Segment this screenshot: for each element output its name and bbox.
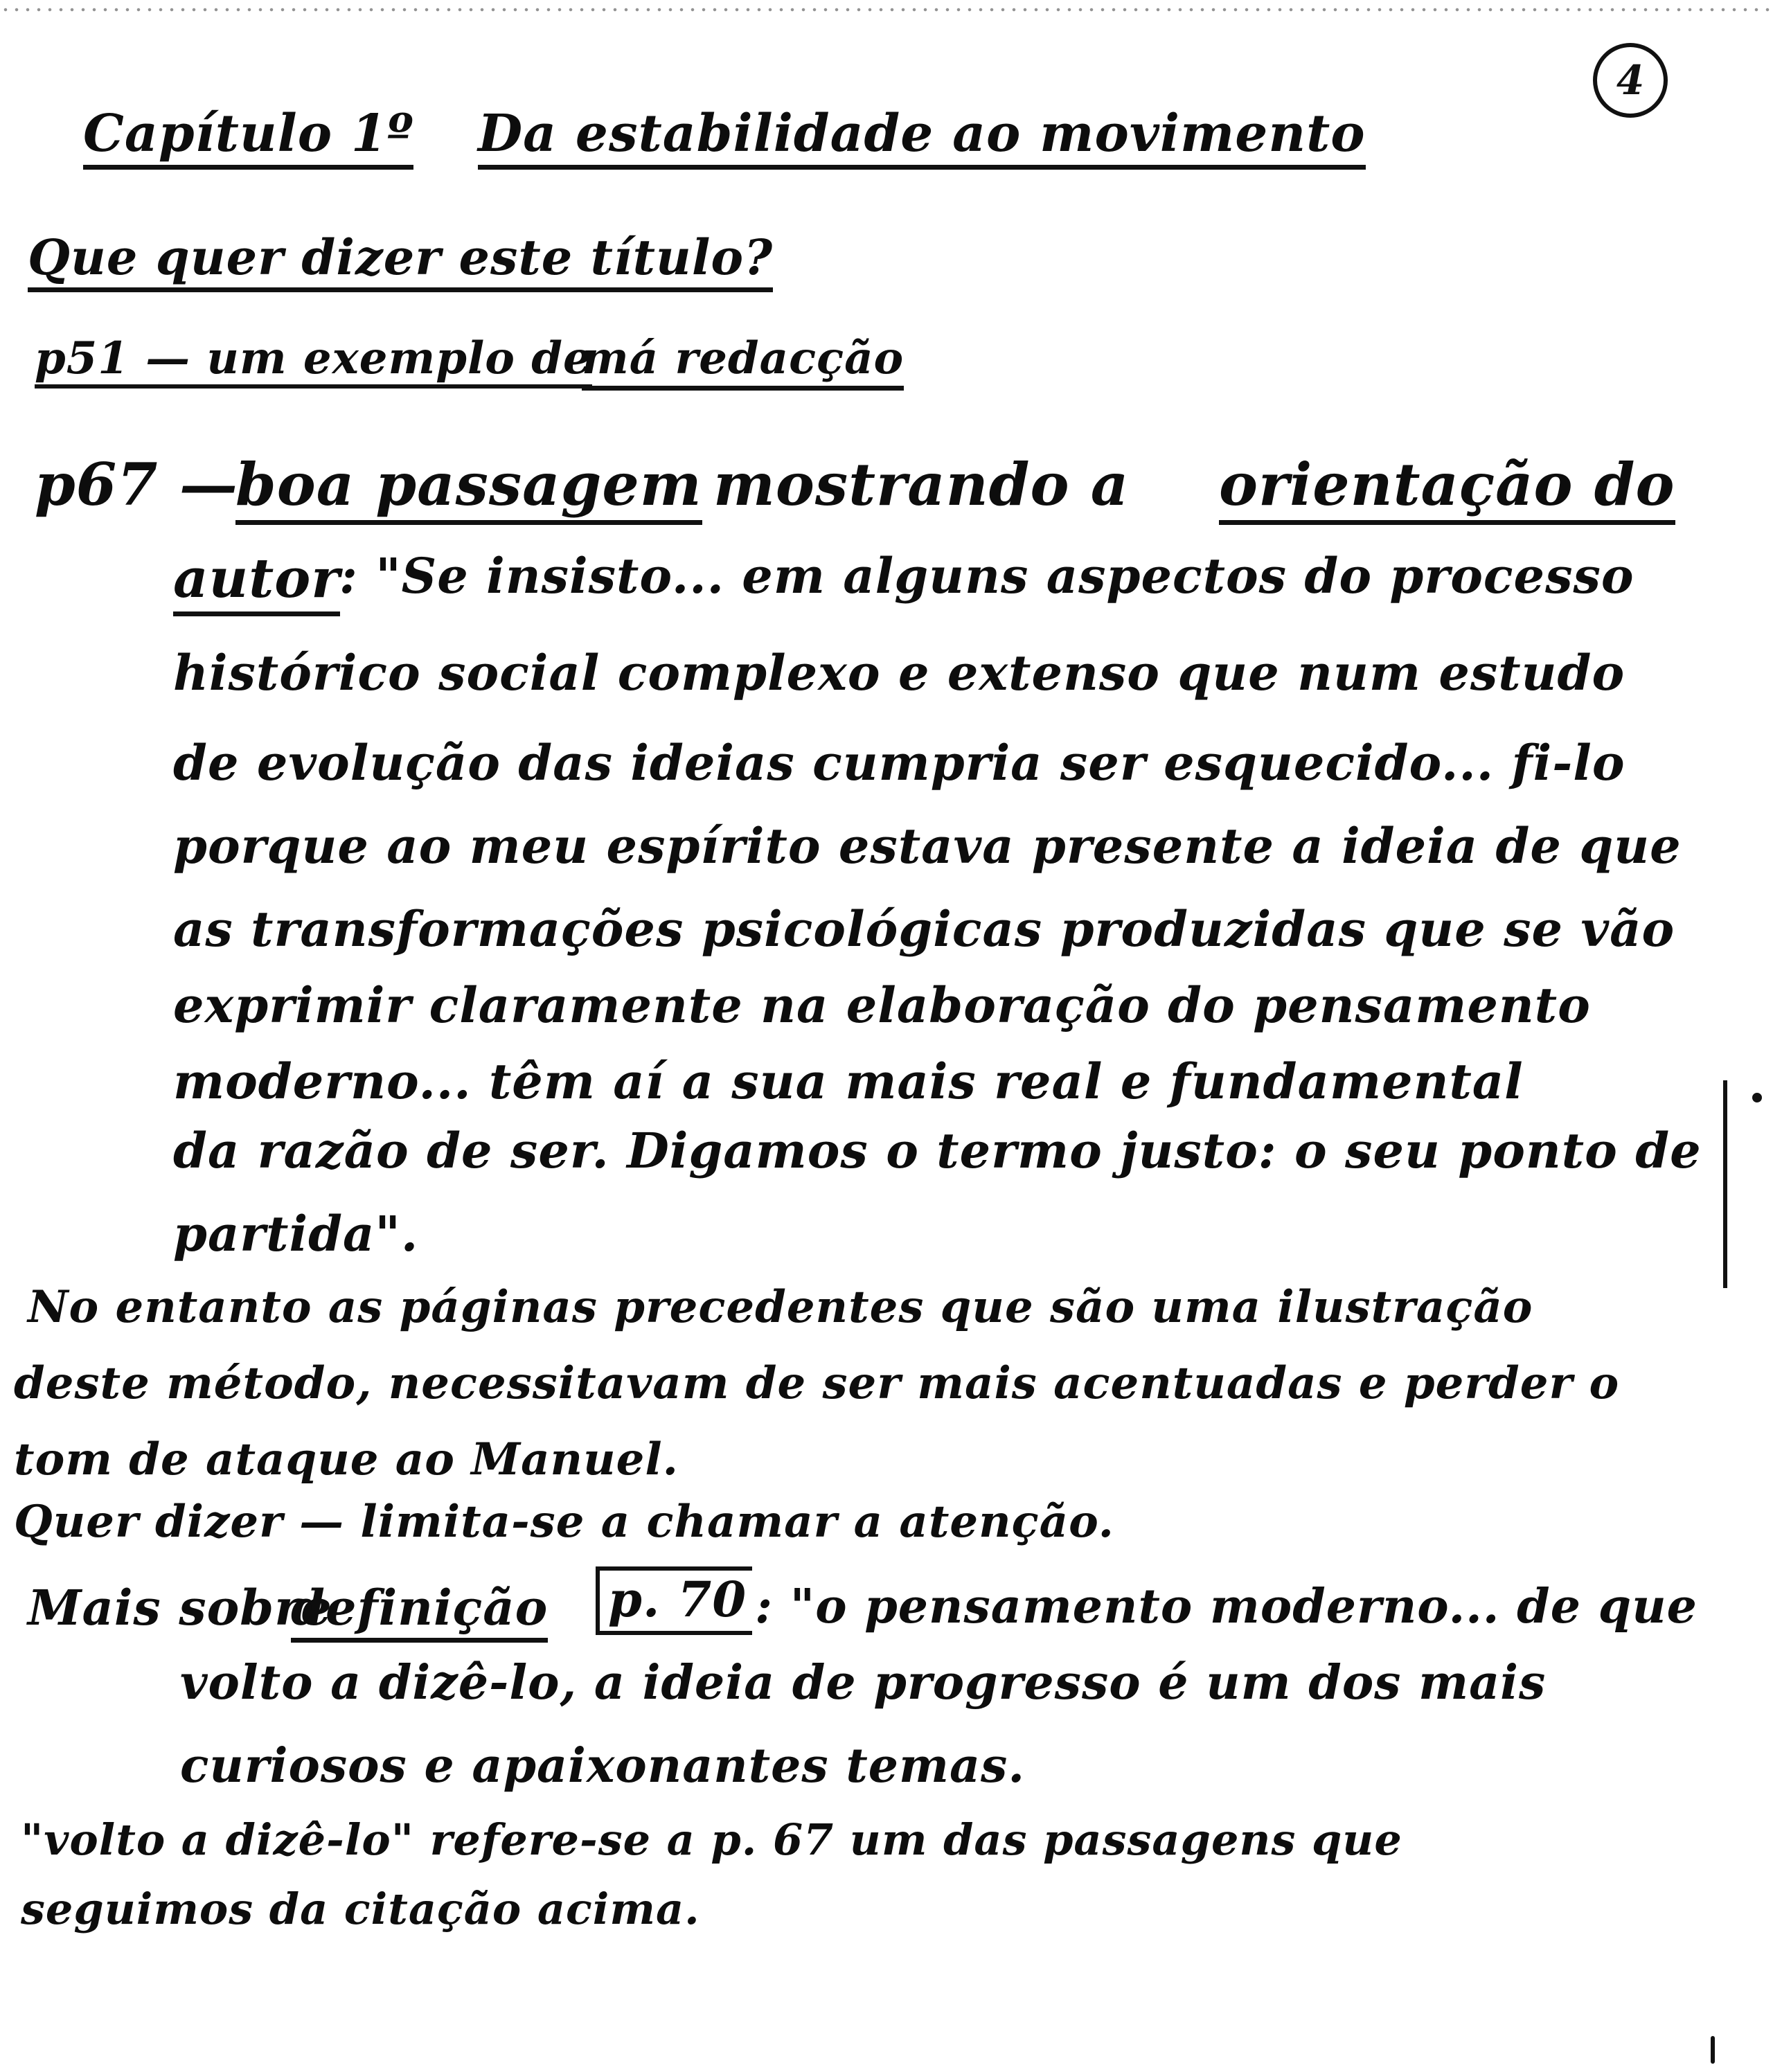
scan-mark bbox=[1711, 2036, 1715, 2064]
note-line-4a: p67 — bbox=[35, 450, 238, 519]
note-line-17: Quer dizer — limita-se a chamar a atenção. bbox=[14, 1496, 1114, 1548]
note-line-18d: : "o pensamento moderno... de que bbox=[755, 1579, 1698, 1634]
note-line-7: de evolução das ideias cumpria ser esquecido... fi-lo bbox=[173, 734, 1625, 792]
chapter-label: Capítulo 1º bbox=[83, 104, 413, 170]
perforated-edge bbox=[0, 0, 1773, 19]
note-line-4d: orientação do bbox=[1219, 450, 1675, 525]
note-line-9: as transformações psicológicas produzidas que se vão bbox=[173, 900, 1675, 958]
note-line-8: porque ao meu espírito estava presente a ideia de que bbox=[173, 817, 1682, 875]
note-line-20: curiosos e apaixonantes temas. bbox=[180, 1738, 1025, 1794]
note-line-4c: mostrando a bbox=[713, 450, 1130, 519]
note-line-22: seguimos da citação acima. bbox=[21, 1884, 700, 1934]
note-line-18a: Mais sobre bbox=[28, 1579, 332, 1636]
note-line-13: partida". bbox=[173, 1205, 419, 1262]
note-line-3a: p51 — um exemplo de bbox=[35, 332, 592, 388]
page-ref-box: p. 70 bbox=[596, 1566, 752, 1635]
margin-dot bbox=[1752, 1093, 1762, 1102]
note-line-10: exprimir claramente na elaboração do pensamento bbox=[173, 976, 1591, 1034]
note-line-14: No entanto as páginas precedentes que são uma ilustração bbox=[28, 1281, 1533, 1333]
note-line-19: volto a dizê-lo, a ideia de progresso é um dos mais bbox=[180, 1655, 1547, 1711]
margin-bracket bbox=[1723, 1080, 1727, 1288]
note-line-2: Que quer dizer este título? bbox=[28, 229, 773, 292]
note-line-3b: má redacção bbox=[582, 332, 904, 391]
note-line-18b: definição bbox=[291, 1579, 548, 1643]
page-number: 4 bbox=[1616, 57, 1645, 104]
note-line-12: da razão de ser. Digamos o termo justo: o seu ponto de bbox=[173, 1122, 1702, 1179]
note-line-5a: autor bbox=[173, 547, 340, 616]
note-line-6: histórico social complexo e extenso que num estudo bbox=[173, 644, 1625, 702]
note-line-4b: boa passagem bbox=[235, 450, 702, 525]
note-line-21: "volto a dizê-lo" refere-se a p. 67 um das passagens que bbox=[21, 1814, 1402, 1865]
page-number-circle bbox=[1593, 43, 1668, 118]
note-line-16: tom de ataque ao Manuel. bbox=[14, 1434, 679, 1485]
note-line-11: moderno... têm aí a sua mais real e fundamental bbox=[173, 1053, 1524, 1110]
note-line-15: deste método, necessitavam de ser mais acentuadas e perder o bbox=[14, 1357, 1620, 1409]
chapter-title: Da estabilidade ao movimento bbox=[478, 104, 1366, 170]
note-line-5b: : "Se insisto... em alguns aspectos do processo bbox=[339, 547, 1634, 605]
